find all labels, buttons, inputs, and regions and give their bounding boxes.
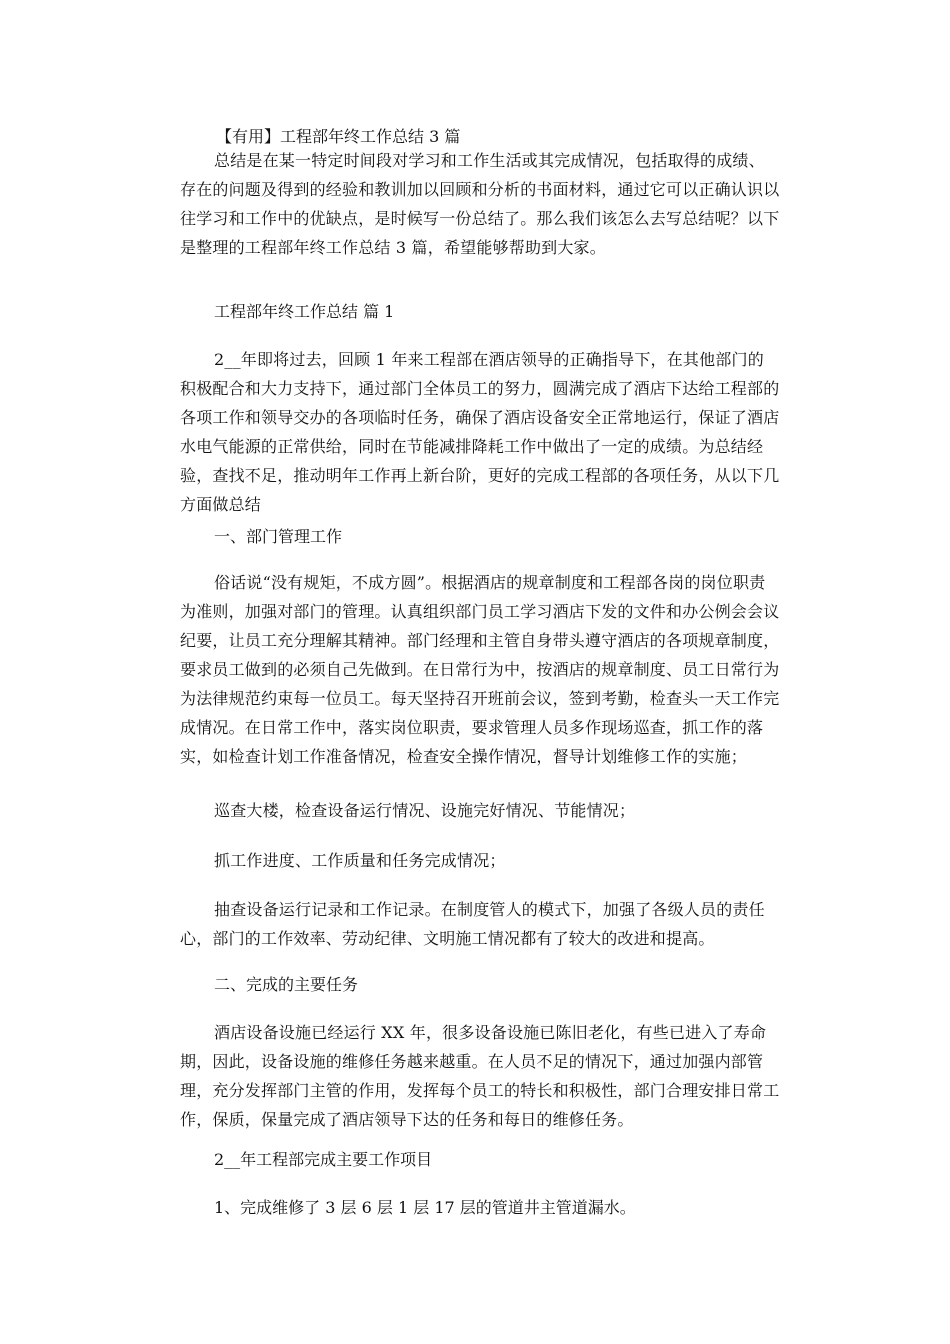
part-1-paragraph-3: 抓工作进度、工作质量和任务完成情况； bbox=[214, 851, 506, 870]
part-2-heading: 二、完成的主要任务 bbox=[214, 975, 359, 994]
part-3-heading: 2__年工程部完成主要工作项目 bbox=[214, 1150, 433, 1169]
section-1-heading: 工程部年终工作总结 篇 1 bbox=[214, 302, 395, 321]
part-2-paragraph-1: 酒店设备设施已经运行 XX 年，很多设备设施已陈旧老化，有些已进入了寿命期，因此，设备设施的维修任务越来越重。在人员不足的情况下，通过加强内部管理，充分发挥部门主管的作用，发挥每个员工的特长和积极性，部门合理安排日常工作，保质，保量完成了酒店领导下达的任务和每日的维修任务。 bbox=[180, 1023, 780, 1129]
part-1-paragraph-4: 抽查设备运行记录和工作记录。在制度管人的模式下，加强了各级人员的责任心，部门的工作效率、劳动纪律、文明施工情况都有了较大的改进和提高。 bbox=[180, 900, 765, 948]
work-item-1: 1、完成维修了 3 层 6 层 1 层 17 层的管道井主管道漏水。 bbox=[214, 1198, 636, 1217]
document-title: 【有用】工程部年终工作总结 3 篇 bbox=[216, 127, 461, 146]
part-1-paragraph-2: 巡查大楼，检查设备运行情况、设施完好情况、节能情况； bbox=[214, 801, 636, 820]
part-1-paragraph-1: 俗话说“没有规矩，不成方圆”。根据酒店的规章制度和工程部各岗的岗位职责为准则，加强对部门的管理。认真组织部门员工学习酒店下发的文件和办公例会会议纪要，让员工充分理解其精神。部门经理和主管自身带头遵守酒店的各项规章制度，要求员工做到的必须自己先做到。在日常行为中，按酒店的规章制度、员工日常行为为法律规范约束每一位员工。每天坚持召开班前会议，签到考勤，检查头一天工作完成情况。在日常工作中，落实岗位职责，要求管理人员多作现场巡查，抓工作的落实，如检查计划工作准备情况，检查安全操作情况，督导计划维修工作的实施； bbox=[180, 573, 780, 766]
intro-paragraph: 总结是在某一特定时间段对学习和工作生活或其完成情况，包括取得的成绩、存在的问题及得到的经验和教训加以回顾和分析的书面材料，通过它可以正确认识以往学习和工作中的优缺点，是时候写一份总结了。那么我们该怎么去写总结呢？以下是整理的工程部年终工作总结 3 篇，希望能够帮助到大家。 bbox=[180, 151, 780, 257]
section-1-intro-paragraph: 2__年即将过去，回顾 1 年来工程部在酒店领导的正确指导下，在其他部门的积极配合和大力支持下，通过部门全体员工的努力，圆满完成了酒店下达给工程部的各项工作和领导交办的各项临时任务，确保了酒店设备安全正常地运行，保证了酒店水电气能源的正常供给，同时在节能减排降耗工作中做出了一定的成绩。为总结经验，查找不足，推动明年工作再上新台阶，更好的完成工程部的各项任务，从以下几方面做总结 bbox=[180, 350, 780, 514]
part-1-heading: 一、部门管理工作 bbox=[214, 527, 343, 546]
